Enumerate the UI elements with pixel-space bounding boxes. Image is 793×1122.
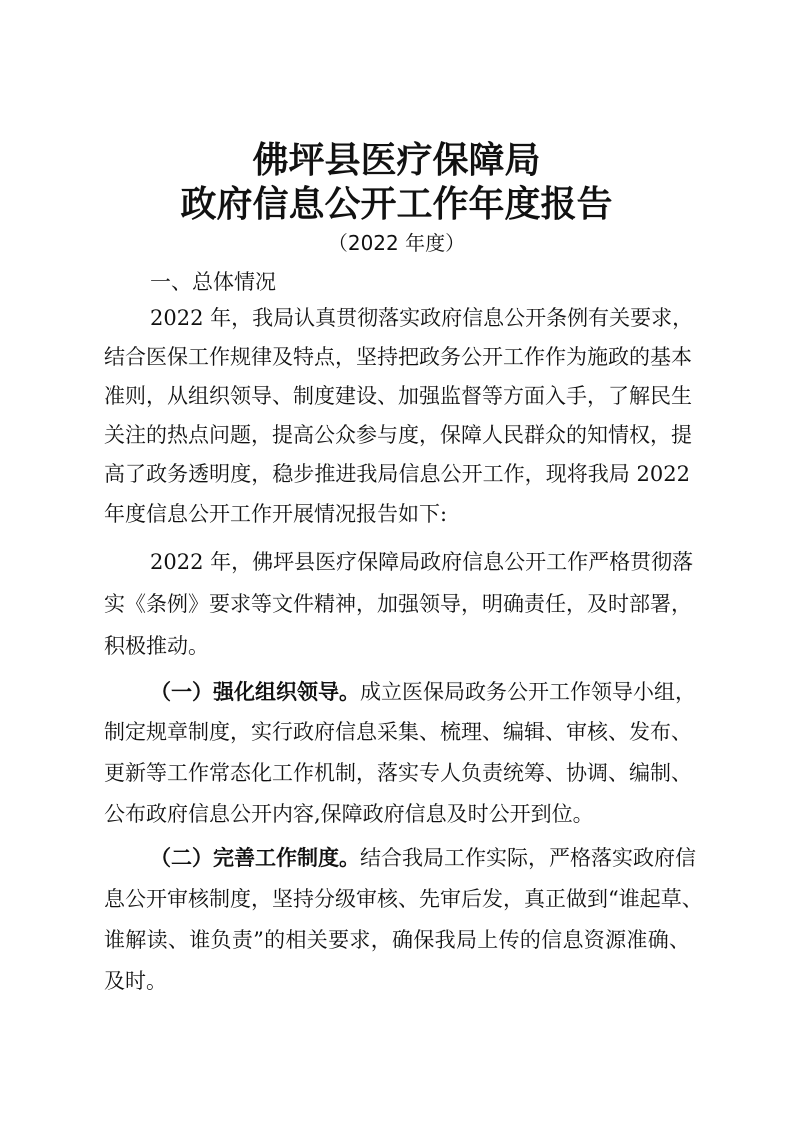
paragraph-line: 年度信息公开工作开展情况报告如下: [104, 502, 448, 526]
paragraph-line: 实《条例》要求等文件精神，加强领导，明确责任，及时部署， [104, 592, 692, 616]
paragraph-line: 及时。 [104, 969, 167, 993]
document-title-line1: 佛坪县医疗保障局 [252, 139, 541, 181]
paragraph-line: 更新等工作常态化工作机制，落实专人负责统筹、协调、编制、 [104, 761, 692, 785]
paragraph-line: 2022 年，我局认真贯彻落实政府信息公开条例有关要求， [150, 306, 694, 330]
paragraph-text: 成立医保局政务公开工作领导小组， [360, 680, 696, 704]
paragraph-line [150, 844, 696, 872]
paragraph-line: 结合医保工作规律及特点，坚持把政务公开工作作为施政的基本 [104, 345, 692, 369]
paragraph-line: 积极推动。 [104, 634, 209, 658]
section-heading-overview: 一、总体情况 [150, 270, 276, 294]
paragraph-line: 2022 年，佛坪县医疗保障局政府信息公开工作严格贯彻落 [150, 550, 694, 574]
paragraph-line [150, 678, 696, 706]
paragraph-text: 结合我局工作实际，严格落实政府信 [360, 846, 696, 870]
paragraph-line: 高了政务透明度，稳步推进我局信息公开工作，现将我局 2022 [104, 462, 690, 486]
paragraph-line: 息公开审核制度，坚持分级审核、先审后发，真正做到“谁起草、 [104, 887, 703, 911]
subsection-lead-organization: （一）强化组织领导。 [150, 679, 360, 704]
paragraph-line: 准则，从组织领导、制度建设、加强监督等方面入手，了解民生 [104, 384, 692, 408]
document-title-line2: 政府信息公开工作年度报告 [180, 183, 613, 225]
paragraph-line: 制定规章制度，实行政府信息采集、梳理、编辑、审核、发布、 [104, 720, 692, 744]
paragraph-line: 关注的热点问题，提高公众参与度，保障人民群众的知情权，提 [104, 423, 692, 447]
paragraph-line: 谁解读、谁负责”的相关要求，确保我局上传的信息资源准确、 [104, 928, 690, 952]
report-year: （2022 年度） [327, 231, 466, 255]
paragraph-line: 公布政府信息公开内容,保障政府信息及时公开到位。 [104, 802, 594, 826]
subsection-lead-system: （二）完善工作制度。 [150, 845, 360, 870]
